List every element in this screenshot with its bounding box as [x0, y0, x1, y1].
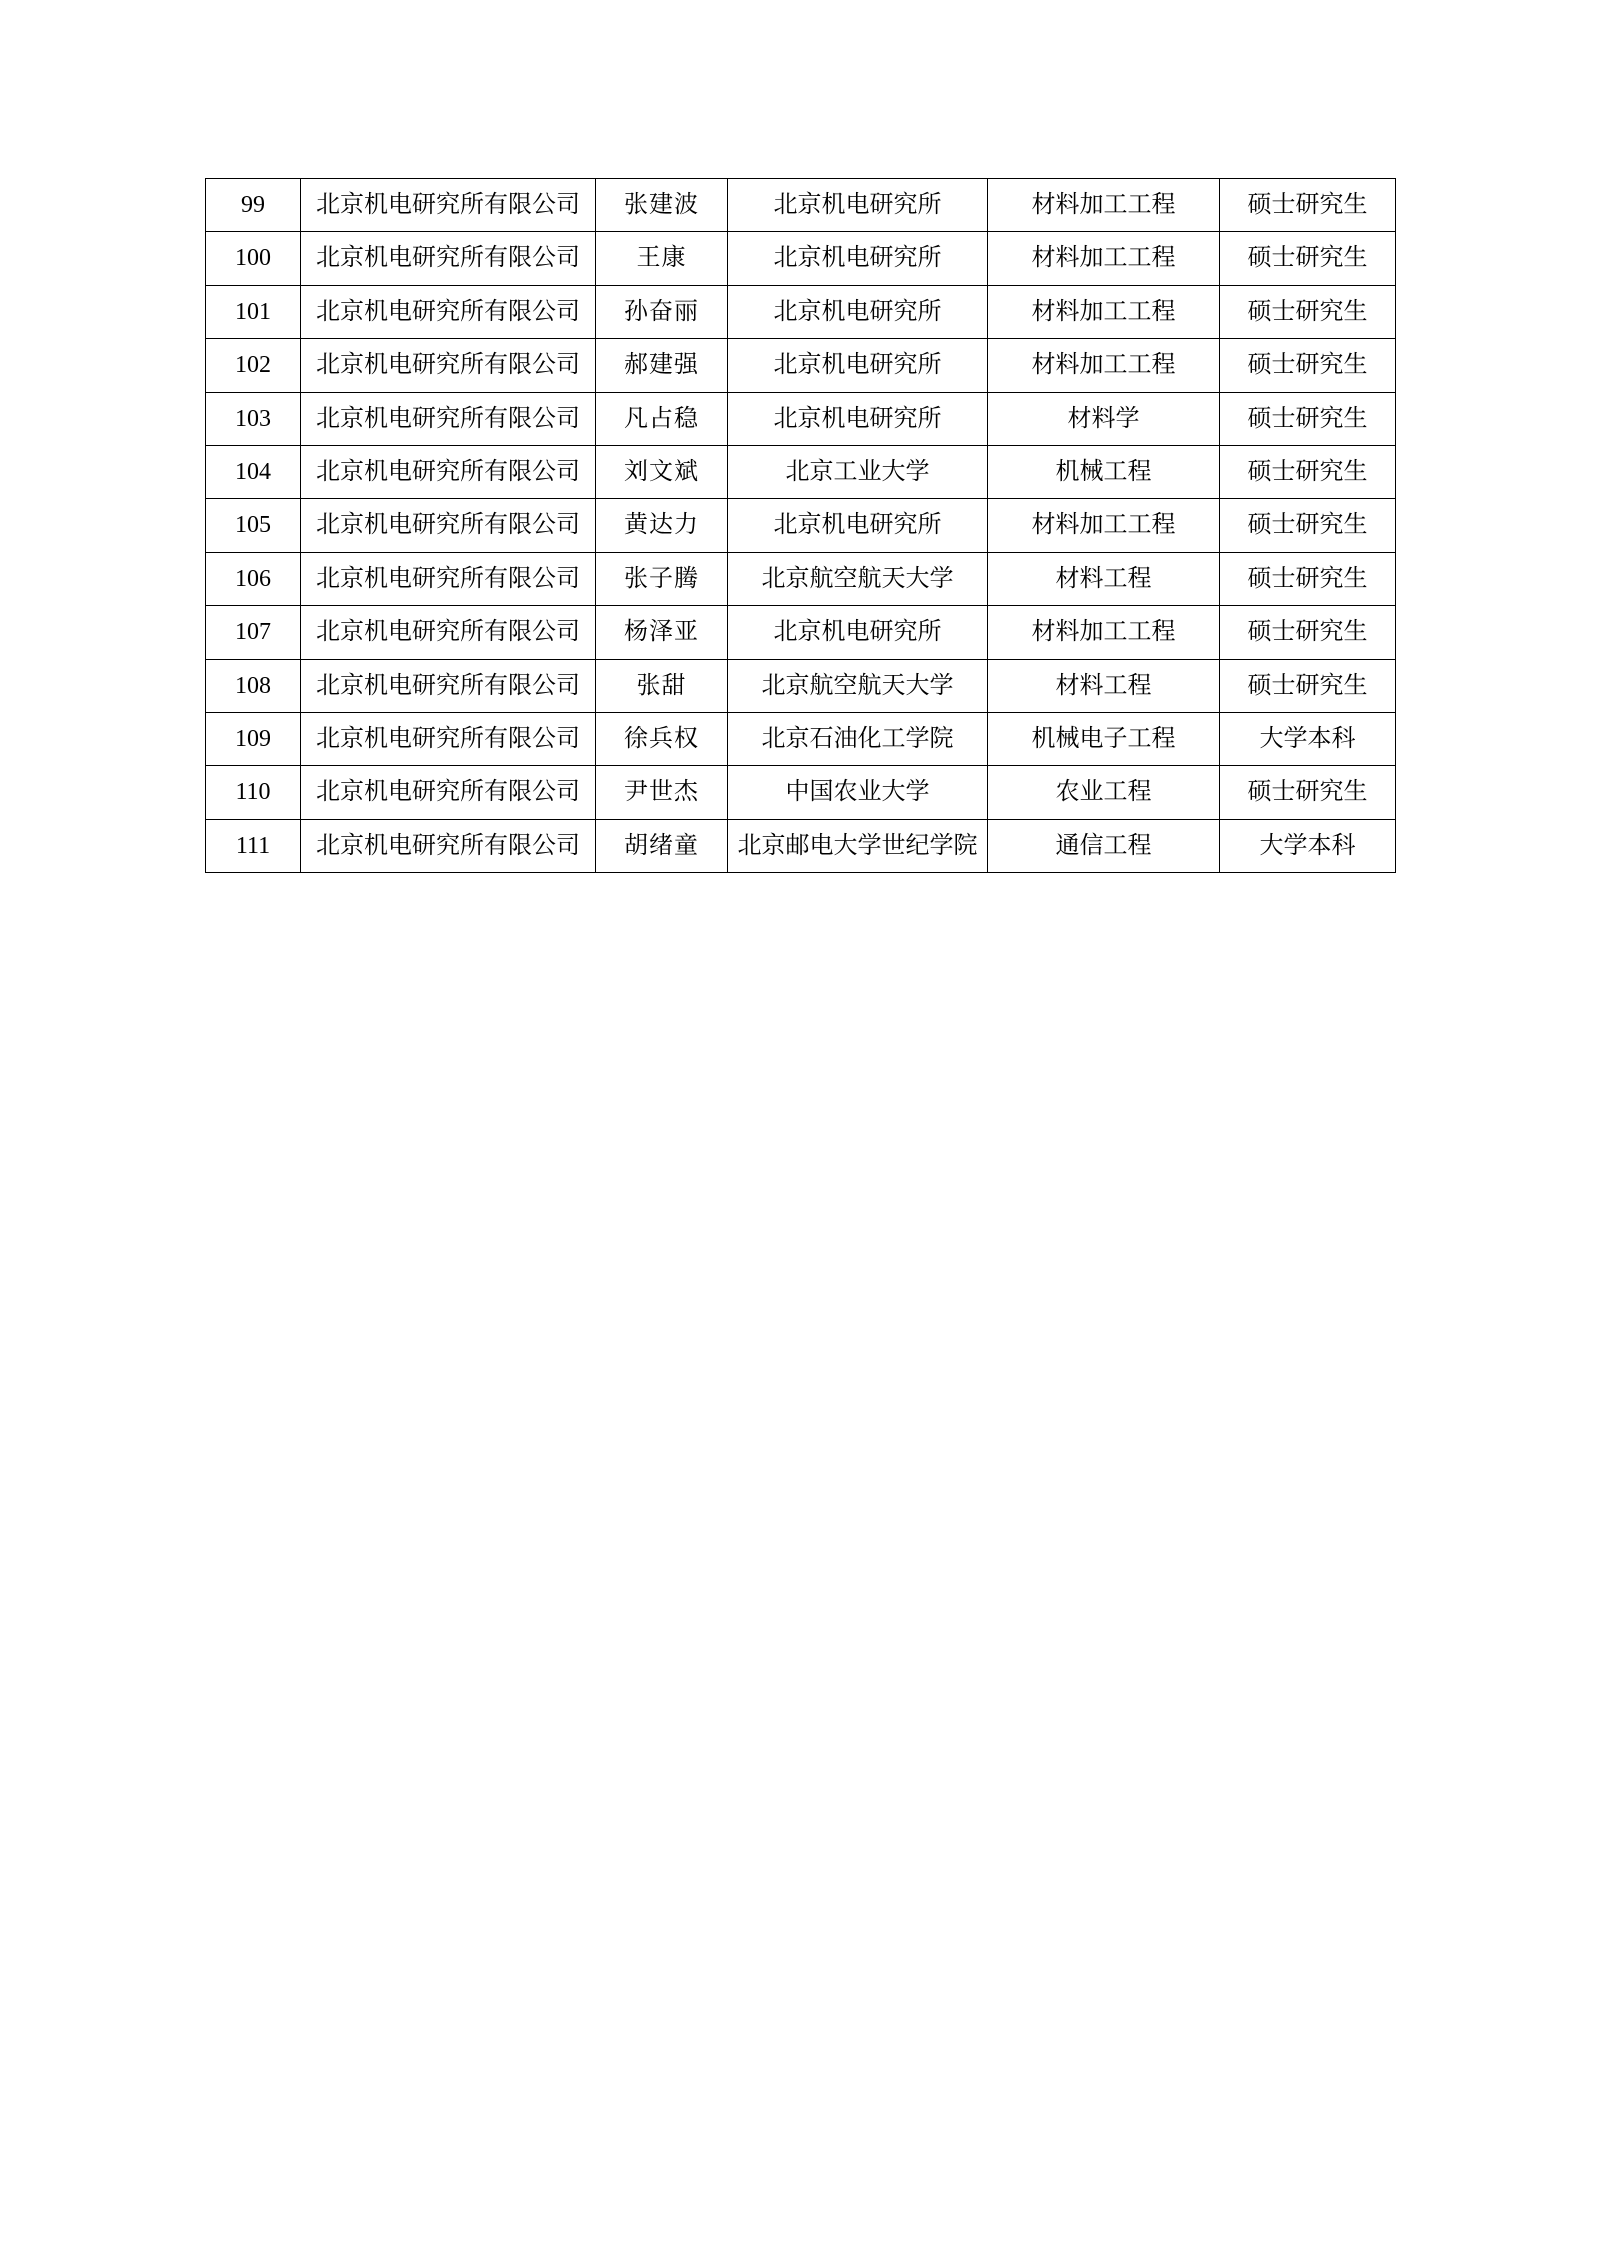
cell-degree: 大学本科	[1220, 819, 1396, 872]
table-row	[206, 659, 1396, 712]
cell-index: 108	[206, 659, 301, 712]
cell-index: 105	[206, 499, 301, 552]
cell-major: 材料学	[988, 392, 1220, 445]
cell-index: 109	[206, 712, 301, 765]
cell-name: 黄达力	[596, 499, 728, 552]
cell-degree: 硕士研究生	[1220, 285, 1396, 338]
cell-index: 101	[206, 285, 301, 338]
table-row	[206, 606, 1396, 659]
cell-major: 材料加工工程	[988, 232, 1220, 285]
table-row	[206, 445, 1396, 498]
cell-name: 刘文斌	[596, 445, 728, 498]
cell-major: 机械工程	[988, 445, 1220, 498]
cell-school: 北京石油化工学院	[728, 712, 988, 765]
cell-degree: 大学本科	[1220, 712, 1396, 765]
roster-table	[205, 178, 1396, 873]
cell-index: 103	[206, 392, 301, 445]
cell-name: 张子腾	[596, 552, 728, 605]
cell-major: 材料加工工程	[988, 606, 1220, 659]
table-row	[206, 819, 1396, 872]
cell-name: 徐兵权	[596, 712, 728, 765]
cell-school: 北京工业大学	[728, 445, 988, 498]
cell-school: 北京航空航天大学	[728, 659, 988, 712]
cell-degree: 硕士研究生	[1220, 552, 1396, 605]
cell-company: 北京机电研究所有限公司	[301, 766, 596, 819]
cell-company: 北京机电研究所有限公司	[301, 392, 596, 445]
cell-company: 北京机电研究所有限公司	[301, 499, 596, 552]
cell-school: 北京机电研究所	[728, 392, 988, 445]
table-row	[206, 339, 1396, 392]
cell-school: 北京机电研究所	[728, 232, 988, 285]
table-row	[206, 712, 1396, 765]
cell-index: 107	[206, 606, 301, 659]
cell-index: 100	[206, 232, 301, 285]
cell-major: 材料工程	[988, 552, 1220, 605]
cell-degree: 硕士研究生	[1220, 659, 1396, 712]
roster-table-container	[205, 178, 1395, 873]
cell-major: 材料加工工程	[988, 179, 1220, 232]
cell-name: 郝建强	[596, 339, 728, 392]
cell-company: 北京机电研究所有限公司	[301, 232, 596, 285]
cell-company: 北京机电研究所有限公司	[301, 819, 596, 872]
cell-major: 材料加工工程	[988, 339, 1220, 392]
cell-company: 北京机电研究所有限公司	[301, 179, 596, 232]
table-row	[206, 232, 1396, 285]
cell-degree: 硕士研究生	[1220, 606, 1396, 659]
cell-school: 北京机电研究所	[728, 285, 988, 338]
table-row	[206, 766, 1396, 819]
cell-degree: 硕士研究生	[1220, 232, 1396, 285]
cell-index: 106	[206, 552, 301, 605]
cell-name: 杨泽亚	[596, 606, 728, 659]
table-row	[206, 499, 1396, 552]
cell-name: 张建波	[596, 179, 728, 232]
cell-name: 张甜	[596, 659, 728, 712]
cell-degree: 硕士研究生	[1220, 499, 1396, 552]
cell-major: 材料加工工程	[988, 285, 1220, 338]
cell-major: 机械电子工程	[988, 712, 1220, 765]
cell-degree: 硕士研究生	[1220, 445, 1396, 498]
cell-school: 北京航空航天大学	[728, 552, 988, 605]
cell-degree: 硕士研究生	[1220, 179, 1396, 232]
cell-school: 北京机电研究所	[728, 179, 988, 232]
cell-name: 凡占稳	[596, 392, 728, 445]
cell-name: 王康	[596, 232, 728, 285]
cell-company: 北京机电研究所有限公司	[301, 445, 596, 498]
table-row	[206, 179, 1396, 232]
cell-school: 北京邮电大学世纪学院	[728, 819, 988, 872]
cell-company: 北京机电研究所有限公司	[301, 712, 596, 765]
cell-index: 104	[206, 445, 301, 498]
table-row	[206, 285, 1396, 338]
cell-index: 102	[206, 339, 301, 392]
cell-company: 北京机电研究所有限公司	[301, 339, 596, 392]
cell-degree: 硕士研究生	[1220, 766, 1396, 819]
cell-name: 胡绪童	[596, 819, 728, 872]
cell-company: 北京机电研究所有限公司	[301, 606, 596, 659]
cell-degree: 硕士研究生	[1220, 339, 1396, 392]
roster-table-body	[206, 179, 1396, 873]
cell-index: 110	[206, 766, 301, 819]
cell-company: 北京机电研究所有限公司	[301, 552, 596, 605]
cell-school: 北京机电研究所	[728, 499, 988, 552]
cell-index: 99	[206, 179, 301, 232]
cell-degree: 硕士研究生	[1220, 392, 1396, 445]
cell-major: 通信工程	[988, 819, 1220, 872]
table-row	[206, 392, 1396, 445]
cell-major: 材料工程	[988, 659, 1220, 712]
cell-school: 北京机电研究所	[728, 339, 988, 392]
cell-company: 北京机电研究所有限公司	[301, 659, 596, 712]
cell-school: 北京机电研究所	[728, 606, 988, 659]
cell-index: 111	[206, 819, 301, 872]
cell-company: 北京机电研究所有限公司	[301, 285, 596, 338]
cell-school: 中国农业大学	[728, 766, 988, 819]
cell-major: 农业工程	[988, 766, 1220, 819]
cell-name: 尹世杰	[596, 766, 728, 819]
cell-name: 孙奋丽	[596, 285, 728, 338]
table-row	[206, 552, 1396, 605]
cell-major: 材料加工工程	[988, 499, 1220, 552]
